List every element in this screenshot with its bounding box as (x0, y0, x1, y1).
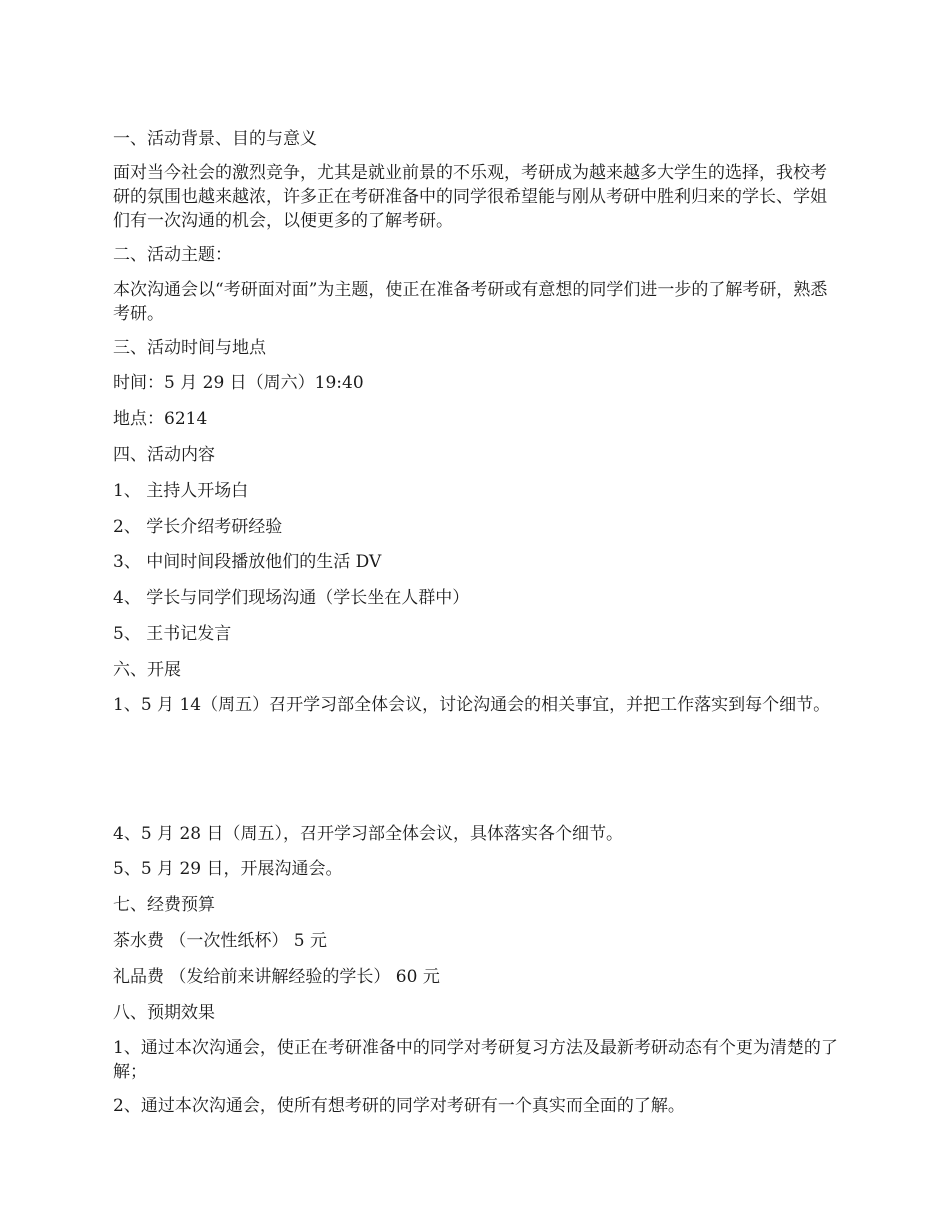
heading-implementation: 六、开展 (113, 660, 181, 680)
paragraph-step: 4、5 月 28 日（周五），召开学习部全体会议，具体落实各个细节。 (113, 824, 623, 844)
paragraph-step: 1、5 月 14（周五）召开学习部全体会议，讨论沟通会的相关事宜，并把工作落实到每个细节。 (113, 695, 831, 715)
text-place: 地点：6214 (113, 409, 208, 429)
list-item: 3、 中间时间段播放他们的生活 DV (113, 552, 382, 572)
heading-theme: 二、活动主题： (113, 245, 232, 265)
budget-item: 礼品费 （发给前来讲解经验的学长） 60 元 (113, 967, 440, 987)
paragraph-background: 面对当今社会的激烈竞争，尤其是就业前景的不乐观，考研成为越来越多大学生的选择，我校考研的氛围也越来越浓，许多正在考研准备中的同学很希望能与刚从考研中胜利归来的学长、学姐们有一次沟通的机会，以便更多的了解考研。 (113, 163, 827, 231)
paragraph-effect: 2、通过本次沟通会，使所有想考研的同学对考研有一个真实而全面的了解。 (113, 1096, 685, 1116)
list-item: 4、 学长与同学们现场沟通（学长坐在人群中） (113, 588, 470, 608)
list-item: 1、 主持人开场白 (113, 481, 249, 501)
budget-item: 茶水费 （一次性纸杯） 5 元 (113, 931, 328, 951)
list-item: 5、 王书记发言 (113, 624, 232, 644)
paragraph-effect: 1、通过本次沟通会，使正在考研准备中的同学对考研复习方法及最新考研动态有个更为清楚的了解； (113, 1038, 838, 1082)
heading-expected-effect: 八、预期效果 (113, 1003, 215, 1023)
paragraph-theme: 本次沟通会以“考研面对面”为主题，使正在准备考研或有意想的同学们进一步的了解考研，熟悉考研。 (113, 280, 828, 324)
heading-time-place: 三、活动时间与地点 (113, 338, 266, 358)
heading-budget: 七、经费预算 (113, 895, 215, 915)
heading-background: 一、活动背景、目的与意义 (113, 129, 317, 149)
list-item: 2、 学长介绍考研经验 (113, 517, 283, 537)
heading-content: 四、活动内容 (113, 445, 215, 465)
paragraph-step: 5、5 月 29 日，开展沟通会。 (113, 859, 343, 879)
text-time: 时间：5 月 29 日（周六）19:40 (113, 373, 364, 393)
